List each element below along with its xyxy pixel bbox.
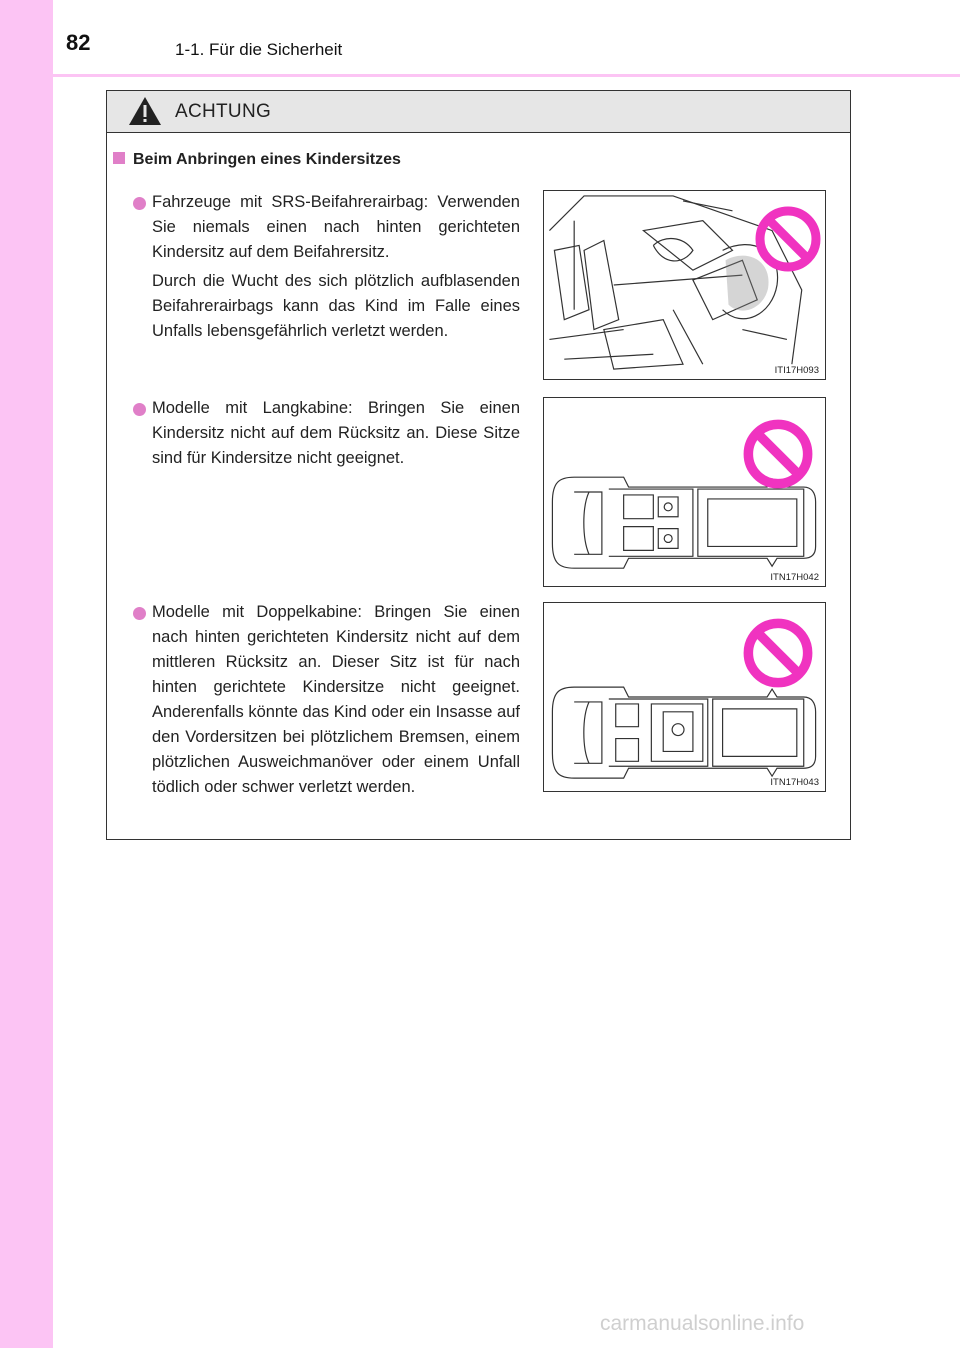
warning-triangle-icon [128, 96, 162, 126]
warning-header [107, 91, 850, 133]
bullet-icon [133, 197, 146, 210]
image-code: ITN17H043 [770, 777, 819, 788]
illustration-long-cab [543, 397, 826, 587]
subsection-heading [113, 151, 401, 169]
item-2-text: Modelle mit Langkabine: Bringen Sie einen Kindersitz nicht auf dem Rücksitz an. Diese Sitze sind für Kindersitze nicht geeignet. [152, 399, 520, 467]
square-bullet-icon [113, 152, 125, 164]
bullet-icon [133, 607, 146, 620]
item-3-text: Modelle mit Doppelkabine: Bringen Sie einen nach hinten gerichteten Kindersitz nicht auf dem mittleren Rücksitz an. Dieser Sitz ist für nach hinten gerichtete Kindersitze nicht geeignet. Anderenfalls könnte das Kind oder ein Insasse auf den Vordersitzen bei plötzlichem Bremsen, einem plötzlichen Ausweichmanöver oder einem Unfall tödlich oder schwer verletzt werden. [152, 603, 520, 796]
item-1-text: Fahrzeuge mit SRS-Beifahrerairbag: Verwenden Sie niemals einen nach hinten gerichteten Kindersitz auf dem Beifahrersitz. [152, 193, 520, 261]
illustration-front-airbag [543, 190, 826, 380]
subsection-heading-text: Beim Anbringen eines Kindersitzes [133, 151, 401, 168]
image-code: ITI17H093 [774, 365, 819, 376]
prohibition-icon [742, 617, 814, 689]
footer-watermark: carmanualsonline.info [600, 1312, 805, 1335]
prohibition-icon [754, 205, 822, 273]
page-number: 82 [66, 30, 91, 55]
item-1-text-2: Durch die Wucht des sich plötzlich aufblasenden Beifahrerairbags kann das Kind im Falle eines Unfalls lebensgefährlich verletzt werden. [152, 272, 520, 340]
warning-title: ACHTUNG [175, 101, 272, 122]
bullet-icon [133, 403, 146, 416]
illustration-double-cab [543, 602, 826, 792]
image-code: ITN17H042 [770, 572, 819, 583]
prohibition-icon [742, 418, 814, 490]
section-title: 1-1. Für die Sicherheit [175, 40, 343, 59]
header-rule [53, 74, 960, 77]
side-color-band [0, 0, 53, 1348]
